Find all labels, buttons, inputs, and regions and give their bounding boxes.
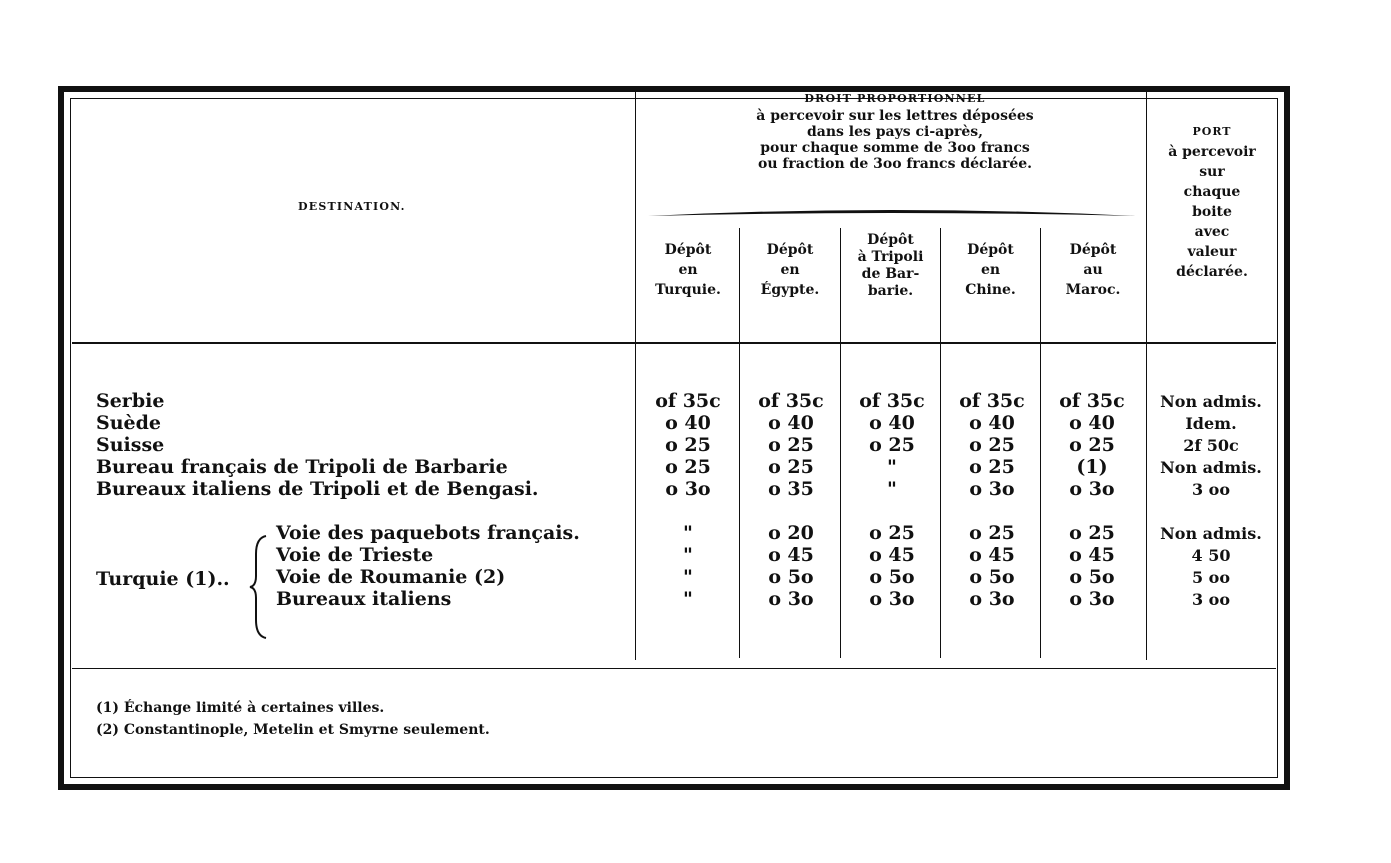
row-value-cell: o 25 [969,434,1015,456]
turquie-value-cell: o 45 [768,544,814,566]
row-port-cell: Non admis. [1160,392,1262,411]
turquie-value-cell: o 5o [1069,566,1115,588]
turquie-value-cell: o 20 [768,522,814,544]
depot-header-line: au [1083,262,1103,278]
body-rule [72,668,1276,669]
row-value-cell: of 35c [758,390,824,412]
turquie-value-cell: o 5o [768,566,814,588]
depot-header-line: de Bar- [861,266,920,282]
depot-header-tripoli [842,232,939,300]
row-destination: Serbie [96,390,165,412]
depot-header-line: Dépôt [664,242,712,258]
droit-description [650,108,1140,172]
droit-line: pour chaque somme de 3oo francs [760,140,1030,156]
depot-header-line: barie. [867,283,914,299]
turquie-value-cell: " [683,588,693,610]
row-value-cell: o 25 [869,434,915,456]
turquie-value-cell: " [683,544,693,566]
col-rule-4 [1040,228,1041,658]
port-header-line: PORT [1192,125,1232,138]
turquie-value-cell: o 5o [869,566,915,588]
depot-header-line: en [780,262,800,278]
row-port-cell: Idem. [1185,414,1237,433]
row-value-cell: o 25 [665,456,711,478]
turquie-value-cell: o 25 [969,522,1015,544]
row-value-cell: o 25 [768,434,814,456]
turquie-value-cell: o 3o [869,588,915,610]
turquie-subrow-destination: Voie de Roumanie (2) [276,566,506,588]
row-port-cell: 3 oo [1191,480,1231,499]
row-destination: Suède [96,412,161,434]
col-rule-2 [840,228,841,658]
row-value-cell: o 3o [969,478,1015,500]
turquie-value-cell: o 3o [768,588,814,610]
footnote-1: (1) Échange limité à certaines villes. [96,700,385,716]
port-header-line: avec [1194,224,1230,240]
row-port-cell: Non admis. [1160,458,1262,477]
turquie-value-cell: o 3o [1069,588,1115,610]
depot-header-line: en [678,262,698,278]
port-header-line: déclarée. [1176,264,1248,280]
row-value-cell: (1) [1076,456,1108,478]
turquie-value-cell: " [683,566,693,588]
droit-line: ou fraction de 3oo francs déclarée. [757,156,1033,172]
turquie-port-cell: 4 50 [1191,546,1231,565]
row-value-cell: " [887,456,897,478]
turquie-value-cell: o 25 [869,522,915,544]
depot-header-line: Chine. [965,282,1016,298]
depot-header-chine [942,240,1039,300]
turquie-port-cell: Non admis. [1160,524,1262,543]
depot-header-turquie [638,240,738,300]
row-value-cell: o 25 [665,434,711,456]
depot-header-line: Maroc. [1065,282,1121,298]
depot-header-egypte [741,240,839,300]
turquie-value-cell: o 3o [969,588,1015,610]
turquie-value-cell: o 5o [969,566,1015,588]
row-value-cell: o 40 [665,412,711,434]
row-value-cell: o 35 [768,478,814,500]
depot-header-line: Dépôt [967,242,1014,258]
turquie-value-cell: o 45 [1069,544,1115,566]
col-rule-1 [739,228,740,658]
row-value-cell: of 35c [655,390,721,412]
port-header-line: chaque [1183,184,1241,200]
turquie-subrow-destination: Voie de Trieste [276,544,434,566]
row-value-cell: o 40 [969,412,1015,434]
row-value-cell: o 25 [768,456,814,478]
footnote-2: (2) Constantinople, Metelin et Smyrne seulement. [96,722,490,738]
row-destination: Bureau français de Tripoli de Barbarie [96,456,508,478]
turquie-value-cell: " [683,522,693,544]
header-curve-rule [648,206,1136,222]
port-header-line: sur [1199,164,1225,180]
row-value-cell: o 25 [1069,434,1115,456]
row-value-cell: of 35c [959,390,1025,412]
depot-header-line: Turquie. [655,282,721,298]
turquie-port-cell: 5 oo [1191,568,1231,587]
row-value-cell: o 40 [1069,412,1115,434]
col-rule-destination [635,92,636,660]
turquie-port-cell: 3 oo [1191,590,1231,609]
droit-title: DROIT PROPORTIONNEL [804,92,986,105]
turquie-subrow-destination: Bureaux italiens [276,588,452,610]
row-value-cell: of 35c [1059,390,1125,412]
depot-header-line: à Tripoli [857,249,924,265]
depot-header-line: Dépôt [1069,242,1117,258]
row-value-cell: o 3o [1069,478,1115,500]
depot-header-line: Dépôt [867,232,914,248]
turquie-subrow-destination: Voie des paquebots français. [276,522,580,544]
depot-header-line: Dépôt [766,242,814,258]
port-header [1148,122,1276,282]
row-value-cell: o 3o [665,478,711,500]
depot-header-line: en [980,262,1001,278]
droit-line: à percevoir sur les lettres déposées [756,108,1034,124]
row-value-cell: of 35c [859,390,925,412]
row-value-cell: o 40 [869,412,915,434]
port-header-line: à percevoir [1168,144,1256,160]
row-value-cell: " [887,478,897,500]
header-rule [72,342,1276,344]
destination-header: DESTINATION. [298,200,406,213]
turquie-value-cell: o 45 [969,544,1015,566]
depot-header-line: Égypte. [760,282,820,298]
row-value-cell: o 25 [969,456,1015,478]
row-destination: Suisse [96,434,165,456]
turquie-label: Turquie (1).. [96,568,230,590]
col-rule-3 [940,228,941,658]
turquie-value-cell: o 45 [869,544,915,566]
row-destination: Bureaux italiens de Tripoli et de Bengasi. [96,478,539,500]
depot-header-maroc [1042,240,1144,300]
row-value-cell: o 40 [768,412,814,434]
turquie-brace [248,534,270,640]
port-header-line: valeur [1187,244,1237,260]
droit-line: dans les pays ci-après, [806,124,984,140]
port-header-line: boite [1192,204,1232,220]
turquie-value-cell: o 25 [1069,522,1115,544]
row-port-cell: 2f 50c [1183,436,1239,455]
